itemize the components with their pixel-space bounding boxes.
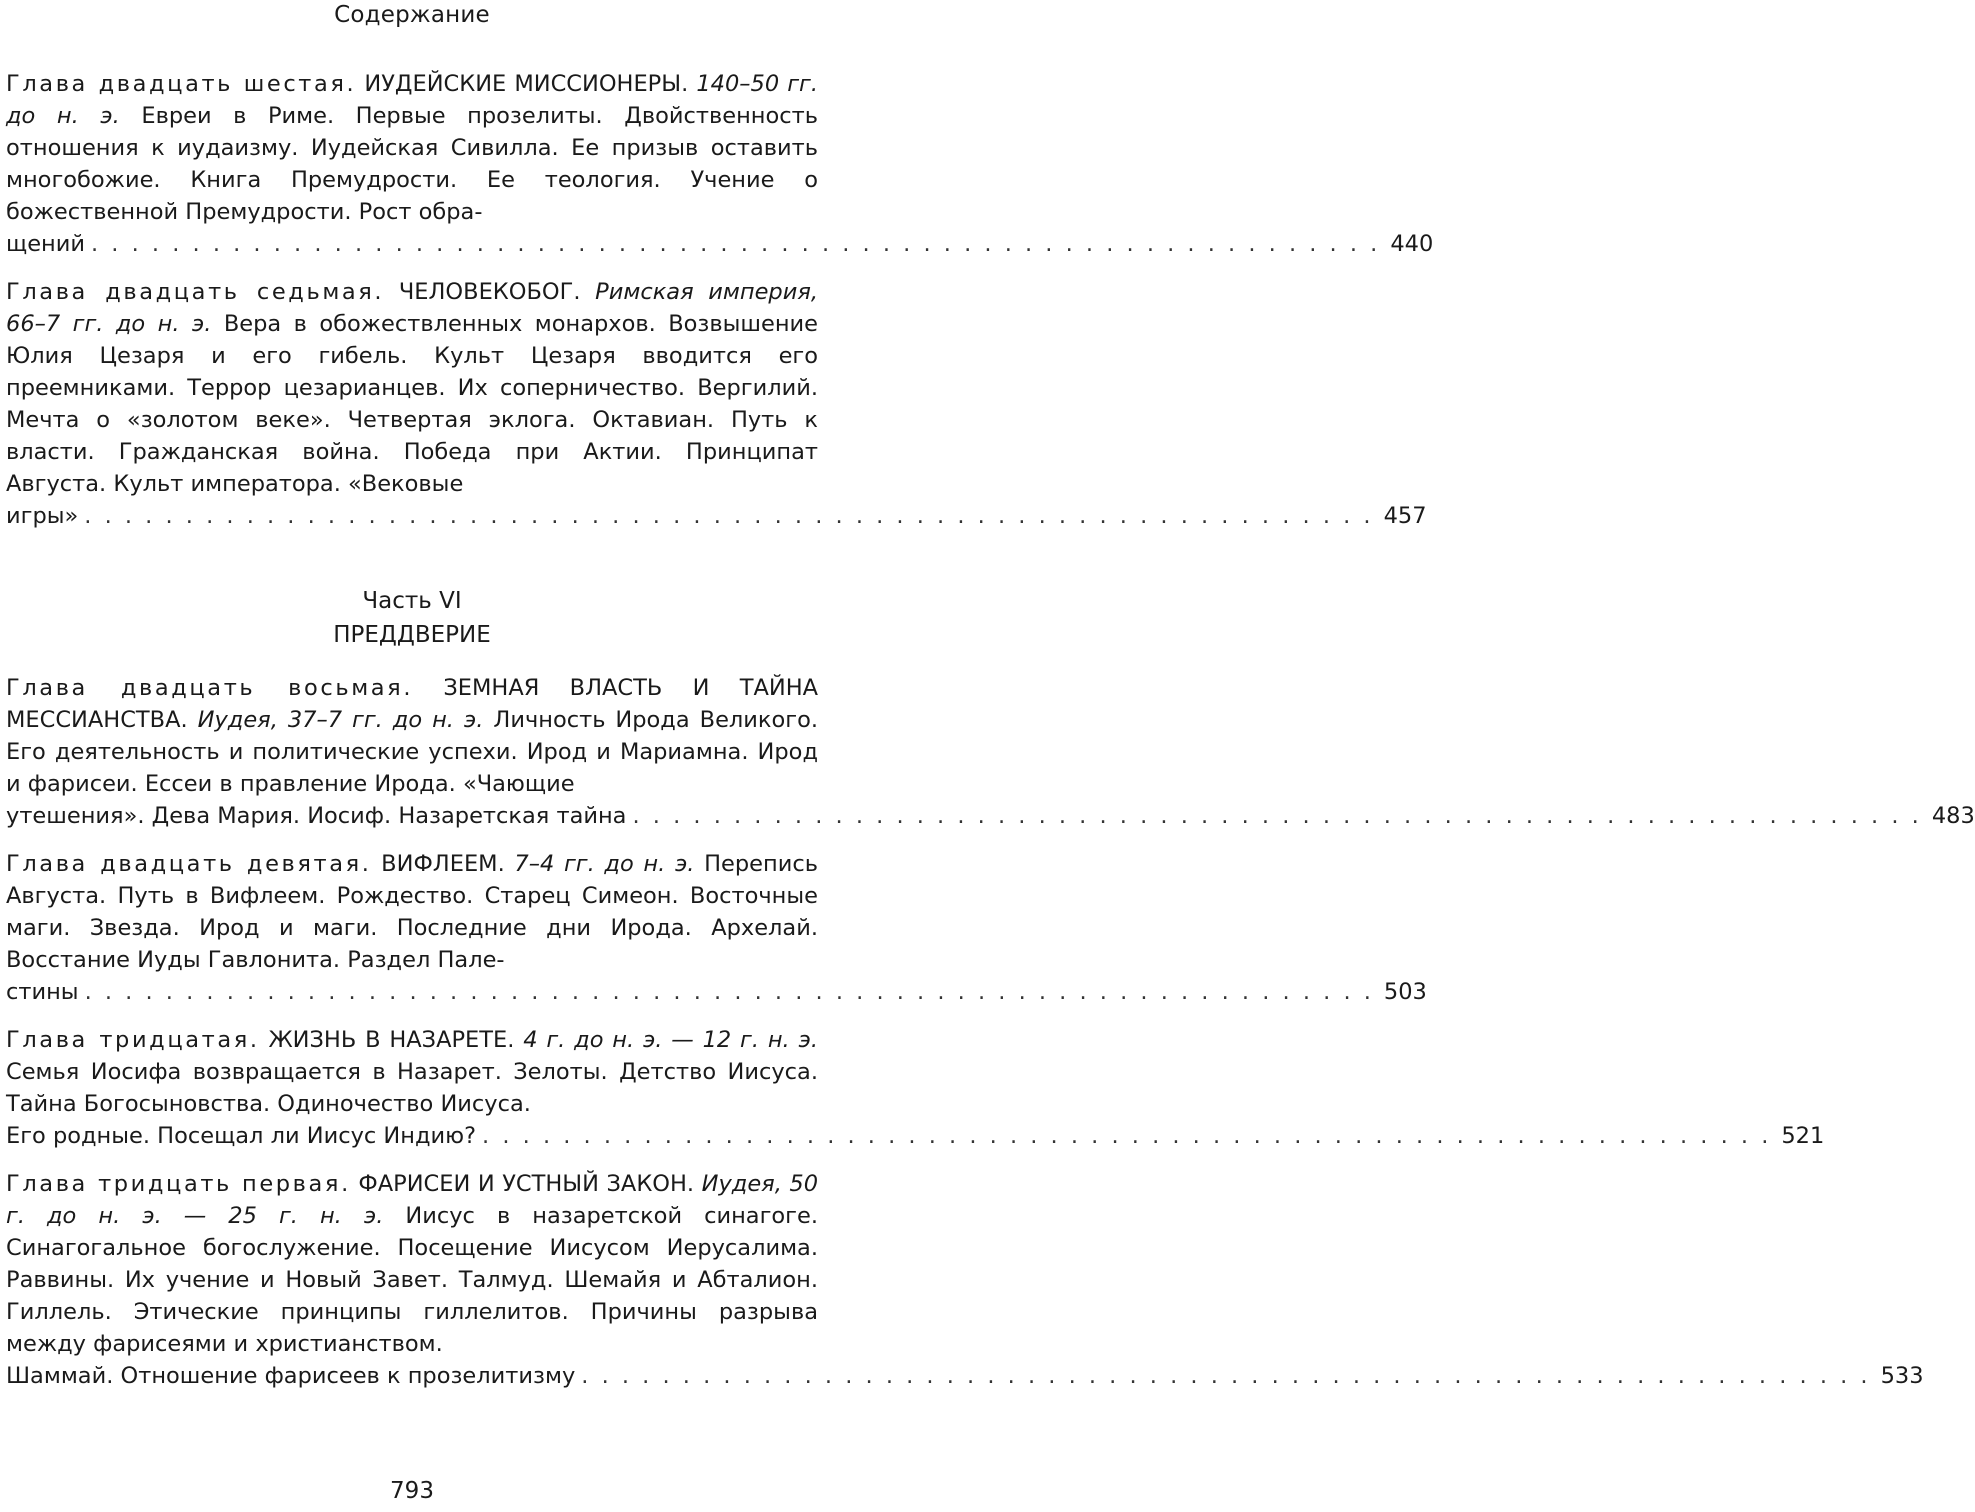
chapter-period: 4 г. до н. э. — 12 г. н. э. xyxy=(523,1027,819,1053)
chapter-summary: Перепись Августа. Путь в Вифлеем. Рождество. Старец Симеон. Восточные маги. Звезда. Ирод и маги. Последние дни Ирода. Архелай. Восстание Иуды Гавлонита. Раздел Пале- xyxy=(6,851,818,973)
chapter-title: ЗЕМНАЯ ВЛАСТЬ И ТАЙНА МЕССИАНСТВА. xyxy=(6,675,819,733)
chapter-summary-end: Шаммай. Отношение фарисеев к прозелитизму xyxy=(6,1363,576,1389)
page-number: 457 xyxy=(1383,503,1427,529)
chapter-label: Глава тридцатая. xyxy=(6,1027,260,1053)
part-title: ПРЕДДВЕРИЕ xyxy=(333,622,491,648)
toc-entry-27 xyxy=(6,276,1427,532)
chapter-label: Глава тридцать первая. xyxy=(6,1171,351,1197)
toc-entry-28 xyxy=(6,672,1975,832)
chapter-summary-end: щений xyxy=(6,231,85,257)
toc-entry-29 xyxy=(6,848,1427,1008)
toc-leader-line xyxy=(6,1120,1825,1152)
chapter-title: ФАРИСЕИ И УСТНЫЙ ЗАКОН. xyxy=(358,1171,695,1197)
chapter-period: Иудея, 50 г. до н. э. — 25 г. н. э. xyxy=(6,1171,819,1229)
chapter-label: Глава двадцать седьмая. xyxy=(6,279,385,305)
chapter-summary-end: игры» xyxy=(6,503,79,529)
toc-leader-line xyxy=(6,976,1427,1008)
chapter-summary: Евреи в Риме. Первые прозелиты. Двойственность отношения к иудаизму. Иудейская Сивилла. Ее призыв оставить многобожие. Книга Премудрости. Ее теология. Учение о божественной Премудрости. Рост обра- xyxy=(6,103,818,225)
page-number: 440 xyxy=(1390,231,1434,257)
chapter-period: 140–50 гг. до н. э. xyxy=(6,71,819,129)
chapter-summary: Семья Иосифа возвращается в Назарет. Зелоты. Детство Иисуса. Тайна Богосыновства. Одиночество Иисуса. xyxy=(6,1059,818,1117)
chapter-label: Глава двадцать девятая. xyxy=(6,851,372,877)
chapter-title: ЧЕЛОВЕКОБОГ. xyxy=(398,279,581,305)
chapter-label: Глава двадцать шестая. xyxy=(6,71,357,97)
chapter-title: ЖИЗНЬ В НАЗАРЕТЕ. xyxy=(268,1027,515,1053)
dot-leader: . . . . . . . . . . . . . . . . . . . . . . . . . . . . . . . . . . . . . . . . . . . . . . . . . . . . . . . . . . . . . . . . xyxy=(482,1123,1772,1149)
chapter-summary: Вера в обожествленных монархов. Возвышение Юлия Цезаря и его гибель. Культ Цезаря вводится его преемниками. Террор цезарианцев. Их соперничество. Вергилий. Мечта о «золотом веке». Четвертая эклога. Октавиан. Путь к власти. Гражданская война. Победа при Актии. Принципат Августа. Культ императора. «Вековые xyxy=(6,311,818,497)
chapter-summary-end: утешения». Дева Мария. Иосиф. Назаретская тайна xyxy=(6,803,627,829)
chapter-period: Римская империя, 66–7 гг. до н. э. xyxy=(6,279,819,337)
dot-leader: . . . . . . . . . . . . . . . . . . . . . . . . . . . . . . . . . . . . . . . . . . . . . . . . . . . . . . . . . . . . . . . . xyxy=(84,979,1374,1005)
part-heading xyxy=(6,584,818,652)
page-number: 533 xyxy=(1880,1363,1924,1389)
dot-leader: . . . . . . . . . . . . . . . . . . . . . . . . . . . . . . . . . . . . . . . . . . . . . . . . . . . . . . . . . . . . . . . . xyxy=(581,1363,1871,1389)
toc-entry-26 xyxy=(6,68,1434,260)
part-number: Часть VI xyxy=(362,588,462,614)
toc-leader-line xyxy=(6,500,1427,532)
chapter-period: Иудея, 37–7 гг. до н. э. xyxy=(197,707,484,733)
folio-page-number: 793 xyxy=(390,1478,434,1504)
toc-leader-line xyxy=(6,1360,1924,1392)
toc-entry-31 xyxy=(6,1168,1924,1392)
dot-leader: . . . . . . . . . . . . . . . . . . . . . . . . . . . . . . . . . . . . . . . . . . . . . . . . . . . . . . . . . . . . . . . . xyxy=(84,503,1374,529)
chapter-summary-end: стины xyxy=(6,979,79,1005)
chapter-title: ИУДЕЙСКИЕ МИССИОНЕРЫ. xyxy=(364,71,689,97)
page-number: 521 xyxy=(1781,1123,1825,1149)
chapter-title: ВИФЛЕЕМ. xyxy=(381,851,505,877)
chapter-label: Глава двадцать восьмая. xyxy=(6,675,414,701)
toc-entry-30 xyxy=(6,1024,1825,1152)
chapter-period: 7–4 гг. до н. э. xyxy=(514,851,695,877)
page-number: 483 xyxy=(1931,803,1975,829)
toc-leader-line xyxy=(6,800,1975,832)
chapter-summary: Личность Ирода Великого. Его деятельность и политические успехи. Ирод и Мариамна. Ирод и фарисеи. Ессеи в правление Ирода. «Чающие xyxy=(6,707,819,797)
chapter-summary-end: Его родные. Посещал ли Иисус Индию? xyxy=(6,1123,477,1149)
chapter-summary: Иисус в назаретской синагоге. Синагогальное богослужение. Посещение Иисусом Иерусалима. Раввины. Их учение и Новый Завет. Талмуд. Шемайя и Абталион. Гиллель. Этические принципы гиллелитов. Причины разрыва между фарисеями и христианством. xyxy=(6,1203,818,1357)
running-header: Содержание xyxy=(334,2,490,28)
dot-leader: . . . . . . . . . . . . . . . . . . . . . . . . . . . . . . . . . . . . . . . . . . . . . . . . . . . . . . . . . . . . . . . . xyxy=(632,803,1922,829)
dot-leader: . . . . . . . . . . . . . . . . . . . . . . . . . . . . . . . . . . . . . . . . . . . . . . . . . . . . . . . . . . . . . . . . xyxy=(91,231,1381,257)
page-number: 503 xyxy=(1383,979,1427,1005)
toc-content xyxy=(6,68,1975,1408)
toc-leader-line xyxy=(6,228,1434,260)
